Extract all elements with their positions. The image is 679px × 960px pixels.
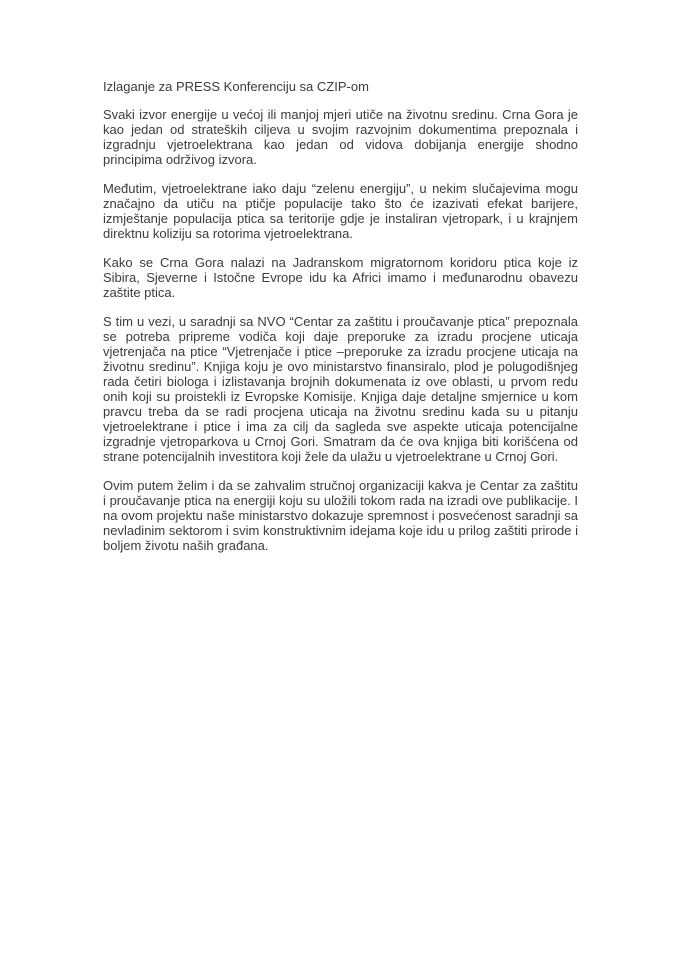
paragraph-wind-farm-impact: Međutim, vjetroelektrane iako daju “zelenu energiju”, u nekim slučajevima mogu značajno da utiču na ptičje populacije tako što će izazivati efekat barijere, izmještanje populacija ptica sa teritorije gdje je instaliran vjetropark, i u krajnjem direktnu koliziju sa rotorima vjetroelektrana. — [103, 181, 578, 241]
paragraph-czip-guide: S tim u vezi, u saradnji sa NVO “Centar za zaštitu i proučavanje ptica” prepoznala se potreba pripreme vodiča koji daje preporuke za izradu procjene uticaja vjetrenjača na ptice “Vjetrenjače i ptice –preporuke za izradu procjene uticaja na životnu sredinu”. Knjiga koju je ovo ministarstvo finansiralo, plod je polugodišnjeg rada četiri biologa i izlistavanja brojnih dokumenata iz ove oblasti, u prvom redu onih koji su proistekli iz Evropske Komisije. Knjiga daje detaljne smjernice u kom pravcu treba da se radi procjena uticaja na životnu sredinu kada su u pitanju vjetroelektrane i ptice i ima za cilj da sagleda sve aspekte uticaja potencijalne izgradnje vjetroparkova u Crnoj Gori. Smatram da će ova knjiga biti korišćena od strane potencijalnih investitora koji žele da ulažu u vjetroelektrane u Crnoj Gori. — [103, 314, 578, 464]
paragraph-acknowledgement: Ovim putem želim i da se zahvalim stručnoj organizaciji kakva je Centar za zaštitu i proučavanje ptica na energiji koju su uložili tokom rada na izradi ove publikacije. I na ovom projektu naše ministarstvo dokazuje spremnost i posvećenost saradnji sa nevladinim sektorom i svim konstruktivnim idejama koje idu u prilog zaštiti prirode i boljem životu naših građana. — [103, 478, 578, 553]
paragraph-energy-sources: Svaki izvor energije u većoj ili manjoj mjeri utiče na životnu sredinu. Crna Gora je kao jedan od strateških ciljeva u svojim razvojnim dokumentima prepoznala i izgradnju vjetroelektrana kao jedan od vidova dobijanja energije shodno principima održivog izvora. — [103, 107, 578, 167]
document-content — [103, 79, 578, 567]
document-title: Izlaganje za PRESS Konferenciju sa CZIP-om — [103, 79, 369, 94]
paragraph-migration-corridor: Kako se Crna Gora nalazi na Jadranskom migratornom koridoru ptica koje iz Sibira, Sjeverne i Istočne Evrope idu ka Africi imamo i međunarodnu obavezu zaštite ptica. — [103, 255, 578, 300]
